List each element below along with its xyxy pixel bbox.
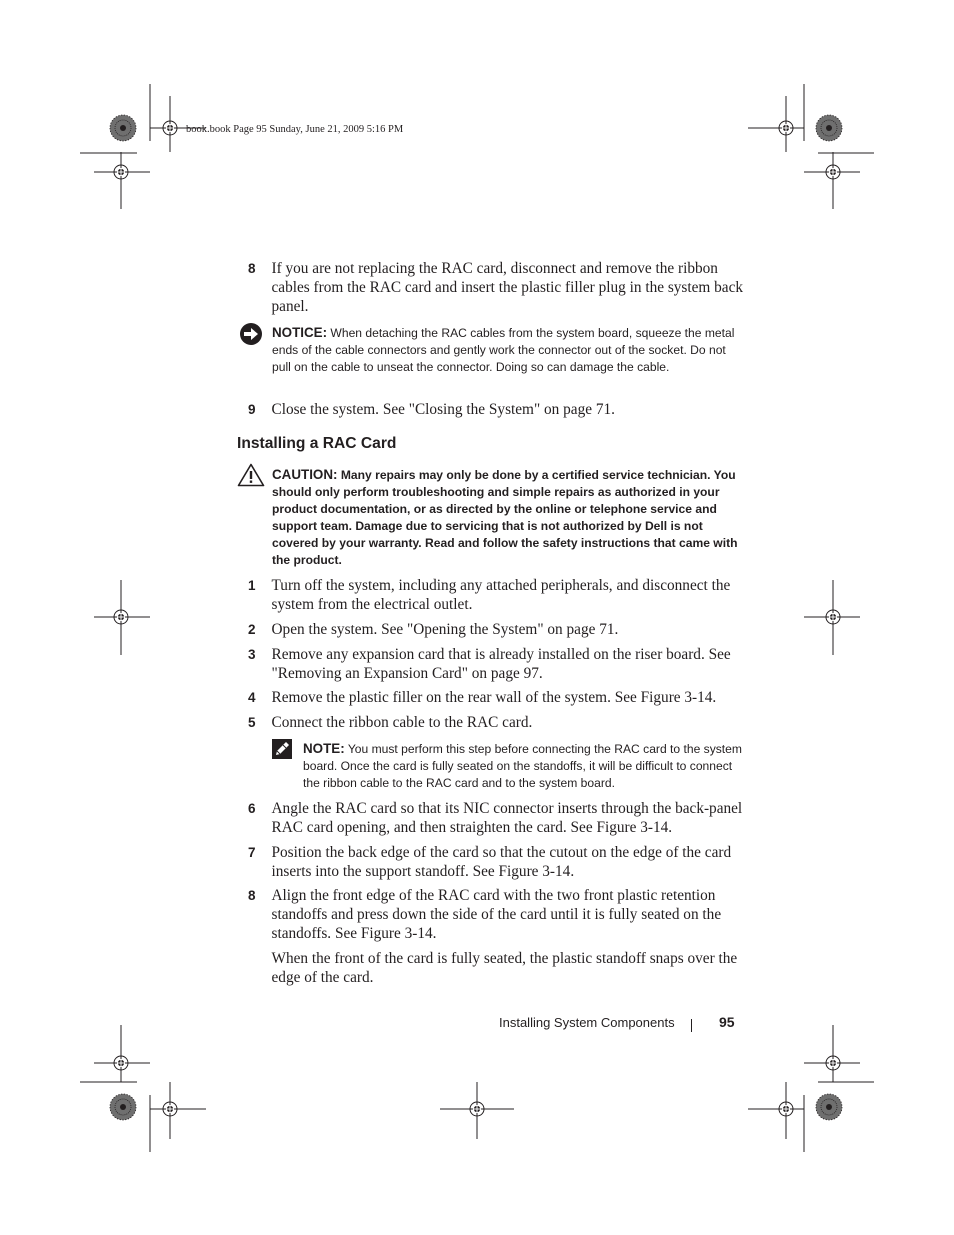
step-number: 7: [248, 845, 256, 860]
footer-chapter-title: Installing System Components: [499, 1015, 675, 1030]
step-item: [248, 688, 748, 707]
step-number: 2: [248, 622, 256, 637]
step-text: If you are not replacing the RAC card, disconnect and remove the ribbon cables from the RAC card and insert the plastic filler plug in the system back panel.: [271, 260, 744, 315]
step-item: [248, 843, 748, 881]
notice-label: NOTICE:: [272, 325, 328, 340]
step-item: [248, 400, 748, 419]
notice-icon: [239, 322, 263, 346]
print-header: book.book Page 95 Sunday, June 21, 2009 5:16 PM: [186, 124, 404, 135]
step-item: [248, 259, 748, 316]
step-number: 3: [248, 647, 256, 662]
caution-text: Many repairs may only be done by a certified service technician. You should only perform troubleshooting and simple repairs as authorized in your product documentation, or as directed by the online or telephone service and support team. Damage due to servicing that is not authorized by Dell is not covered by your warranty. Read and follow the safety instructions that came with the product.: [272, 468, 738, 567]
closing-paragraph: When the front of the card is fully seated, the plastic standoff snaps over the edge of the card.: [271, 950, 738, 986]
step-item: [248, 620, 748, 639]
step-number: 5: [248, 715, 256, 730]
caution-label: CAUTION:: [272, 467, 338, 482]
notice-text: When detaching the RAC cables from the system board, squeeze the metal ends of the cable connectors and gently work the connector out of the socket. Do not pull on the cable to unseat the connector. Doing so can damage the cable.: [272, 326, 735, 374]
step-text: Remove any expansion card that is already installed on the riser board. See "Removing an Expansion Card" on page 97.: [271, 646, 731, 682]
note-label: NOTE:: [303, 741, 345, 756]
caution-block: [272, 466, 744, 569]
step-text: Turn off the system, including any attached peripherals, and disconnect the system from the electrical outlet.: [271, 577, 731, 613]
step-text: Align the front edge of the RAC card with the two front plastic retention standoffs and press down the side of the card until it is fully seated on the standoffs. See Figure 3-14.: [271, 887, 722, 942]
footer-divider: [691, 1019, 692, 1032]
step-item: [248, 645, 748, 683]
section-heading: Installing a RAC Card: [237, 435, 397, 452]
step-text: Angle the RAC card so that its NIC connector inserts through the back-panel RAC card opening, and then straighten the card. See Figure 3-14.: [271, 800, 743, 836]
note-block: [303, 740, 743, 792]
step-text: Remove the plastic filler on the rear wall of the system. See Figure 3-14.: [271, 689, 717, 706]
step-text: Open the system. See "Opening the System" on page 71.: [271, 621, 619, 638]
note-pencil-icon: [271, 738, 293, 760]
caution-icon: [237, 463, 265, 487]
step-text: Connect the ribbon cable to the RAC card.: [271, 714, 533, 731]
notice-block: [272, 324, 742, 376]
step-number: 8: [248, 261, 256, 276]
step-number: 9: [248, 402, 256, 417]
step-number: 8: [248, 888, 256, 903]
step-number: 4: [248, 690, 256, 705]
step-text: Position the back edge of the card so that the cutout on the edge of the card inserts into the support standoff. See Figure 3-14.: [271, 844, 732, 880]
page-number: 95: [719, 1014, 735, 1030]
step-number: 6: [248, 801, 256, 816]
step-item: [248, 576, 748, 614]
step-item: [248, 886, 748, 943]
step-text: Close the system. See "Closing the System" on page 71.: [271, 401, 615, 418]
step-item: [248, 799, 748, 837]
note-text: You must perform this step before connecting the RAC card to the system board. Once the card is fully seated on the standoffs, it will be difficult to connect the ribbon cable to the RAC card and to the system board.: [303, 742, 742, 790]
step-item: [248, 713, 748, 732]
step-number: 1: [248, 578, 256, 593]
